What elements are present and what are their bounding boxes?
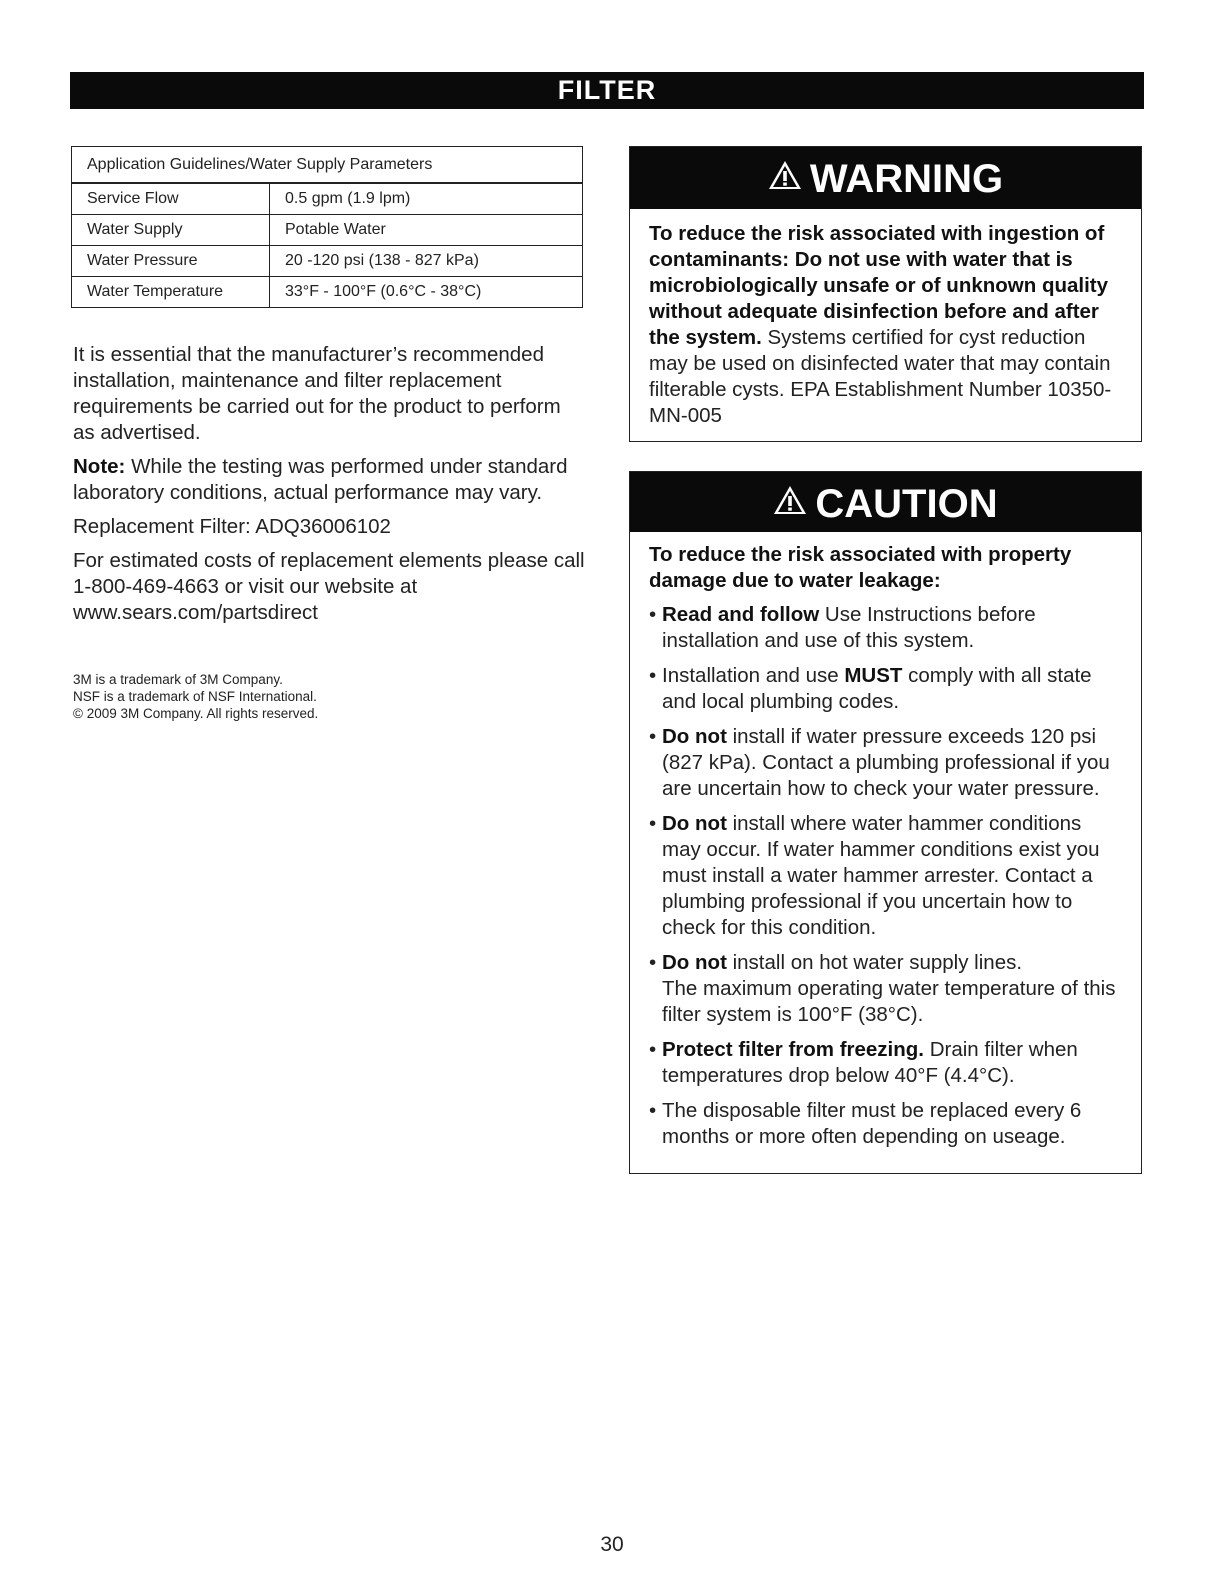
copyright-line: © 2009 3M Company. All rights reserved. (73, 706, 319, 721)
table-row (72, 246, 583, 277)
row-value: 20 -120 psi (138 - 827 kPa) (270, 246, 583, 277)
bullet: • (649, 664, 657, 687)
warning-triangle-icon (768, 145, 802, 209)
row-value: Potable Water (270, 215, 583, 246)
item-bold: MUST (844, 664, 903, 687)
trademark-line: NSF is a trademark of NSF International. (73, 689, 317, 704)
bullet: • (649, 951, 657, 974)
item-text: Installation and use (662, 664, 845, 687)
table-row (72, 215, 583, 246)
row-label: Water Pressure (72, 246, 270, 277)
caution-triangle-icon (773, 470, 807, 534)
note-text: While the testing was performed under standard laboratory conditions, actual performance may vary. (73, 455, 568, 504)
item-bold: Do not (662, 725, 727, 748)
parameters-table (71, 146, 583, 308)
row-label: Water Supply (72, 215, 270, 246)
installation-paragraph: It is essential that the manufacturer’s recommended installation, maintenance and filter replacement requirements be carried out for the product to perform as advertised. (73, 343, 561, 444)
item-text: Drain filter when temperatures drop below 40°F (4.4°C). (662, 1038, 1078, 1087)
warning-text: Systems certified for cyst reduction may be used on disinfected water that may contain filterable cysts. EPA Establishment Number 10350-MN-005 (649, 326, 1112, 427)
table-header: Application Guidelines/Water Supply Parameters (72, 147, 583, 184)
item-text: The disposable filter must be replaced every 6 months or more often depending on useage. (662, 1099, 1082, 1148)
section-banner: FILTER (70, 72, 1144, 109)
item-bold: Read and follow (662, 603, 820, 626)
bullet: • (649, 1038, 657, 1061)
list-item (649, 950, 1123, 1028)
item-text: The maximum operating water temperature of this filter system is 100°F (38°C). (662, 977, 1116, 1026)
warning-title: WARNING (809, 157, 1004, 201)
bullet: • (649, 603, 657, 626)
note-label: Note: (73, 455, 126, 478)
warning-bold-text: To reduce the risk associated with ingestion of contaminants: Do not use with water that is microbiologically unsafe or of unknown quality without adequate disinfection before and after the system. (649, 222, 1109, 349)
list-item (649, 663, 1123, 715)
list-item (649, 811, 1123, 941)
left-column-text (73, 342, 585, 634)
item-bold: Do not (662, 812, 727, 835)
caution-body (630, 532, 1141, 1150)
item-text: Use Instructions before installation and use of this system. (662, 603, 1036, 652)
item-bold: Do not (662, 951, 727, 974)
caution-intro (649, 542, 1123, 594)
row-label: Water Temperature (72, 277, 270, 308)
trademark-line: 3M is a trademark of 3M Company. (73, 672, 283, 687)
caution-list (649, 602, 1123, 1150)
costs-paragraph: For estimated costs of replacement elements please call 1-800-469-4663 or visit our website at www.sears.com/partsdirect (73, 549, 585, 624)
page-number: 30 (600, 1533, 624, 1556)
table-row (72, 183, 583, 215)
note-paragraph (73, 454, 585, 506)
item-text: comply with all state and local plumbing codes. (662, 664, 1092, 713)
row-value: 0.5 gpm (1.9 lpm) (270, 183, 583, 215)
list-item (649, 1098, 1123, 1150)
row-value: 33°F - 100°F (0.6°C - 38°C) (270, 277, 583, 308)
table-row (72, 277, 583, 308)
caution-title: CAUTION (815, 482, 998, 526)
item-text: install where water hammer conditions may occur. If water hammer conditions exist you must install a water hammer arrester. Contact a plumbing professional if you uncertain how to check for this condition. (662, 812, 1100, 939)
warning-body (630, 209, 1141, 429)
list-item (649, 724, 1123, 802)
item-text: install on hot water supply lines. (726, 951, 1023, 974)
list-item (649, 602, 1123, 654)
bullet: • (649, 1099, 657, 1122)
item-text: install if water pressure exceeds 120 psi (827 kPa). Contact a plumbing professional if you are uncertain how to check your water pressure. (662, 725, 1110, 800)
bullet: • (649, 725, 657, 748)
table-header-row (72, 147, 583, 184)
item-bold: Protect filter from freezing. (662, 1038, 924, 1061)
trademark-notes (73, 671, 473, 722)
warning-header (630, 147, 1141, 209)
bullet: • (649, 812, 657, 835)
caution-header (630, 472, 1141, 532)
caution-box (629, 471, 1142, 1174)
replacement-filter: Replacement Filter: ADQ36006102 (73, 515, 391, 538)
caution-intro-text: To reduce the risk associated with property damage due to water leakage: (649, 543, 1072, 592)
row-label: Service Flow (72, 183, 270, 215)
list-item (649, 1037, 1123, 1089)
warning-box (629, 146, 1142, 442)
